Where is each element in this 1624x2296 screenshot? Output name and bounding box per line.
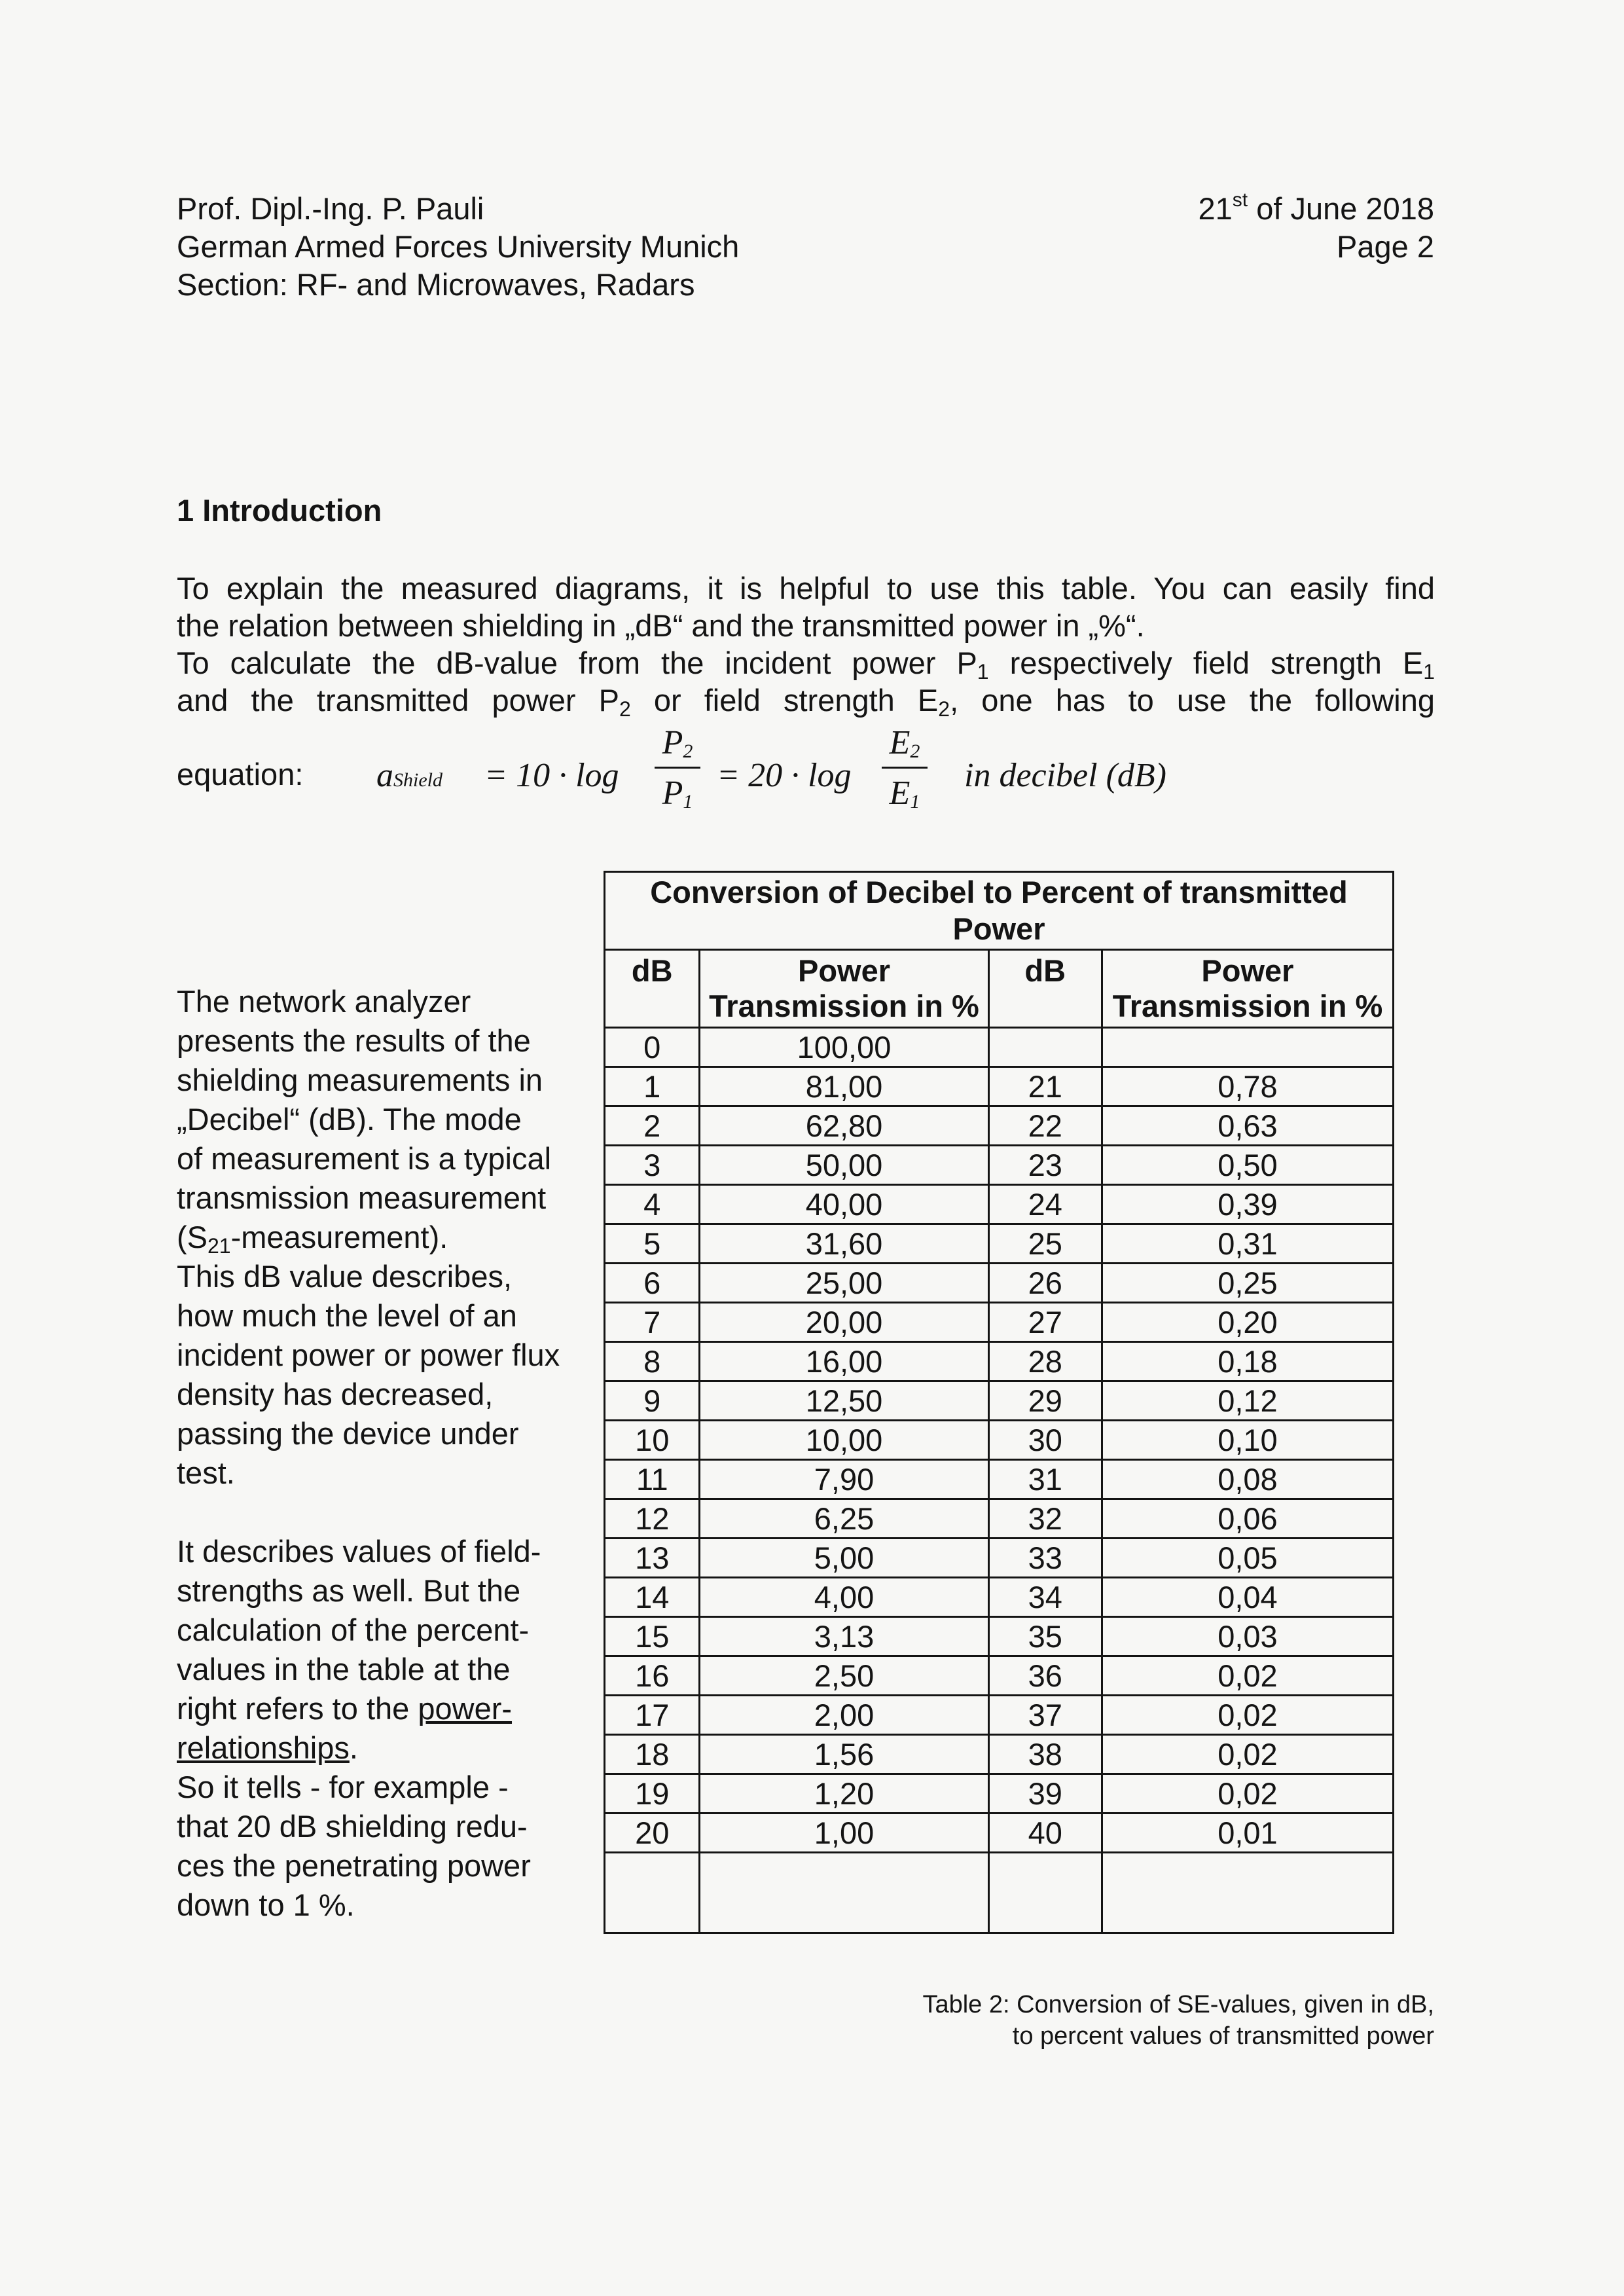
- db-cell: 37: [988, 1696, 1102, 1735]
- db-cell: 14: [605, 1578, 700, 1617]
- table-row: [605, 1106, 1394, 1146]
- column-header-power: Power Transmission in %: [1102, 950, 1393, 1028]
- side-line: density has decreased,: [177, 1377, 494, 1412]
- power-cell: 1,00: [700, 1813, 988, 1853]
- side-line: shielding measurements in: [177, 1063, 543, 1097]
- power-cell: 100,00: [700, 1028, 988, 1067]
- conversion-table: [604, 871, 1394, 1934]
- table-row: [605, 1735, 1394, 1774]
- table-row: [605, 1264, 1394, 1303]
- db-cell: 28: [988, 1342, 1102, 1381]
- db-cell: 10: [605, 1421, 700, 1460]
- db-cell: 4: [605, 1185, 700, 1224]
- db-cell: 40: [988, 1813, 1102, 1853]
- intro-paragraph: [177, 570, 1435, 719]
- side-line: The network analyzer: [177, 984, 471, 1019]
- power-cell: 2,50: [700, 1656, 988, 1696]
- equation-unit: in decibel (dB): [964, 757, 1166, 794]
- power-cell: 3,13: [700, 1617, 988, 1656]
- side-line: passing the device under: [177, 1416, 519, 1451]
- db-cell: 11: [605, 1460, 700, 1499]
- table-title: Conversion of Decibel to Percent of transmitted Power: [605, 872, 1394, 950]
- power-cell: 0,20: [1102, 1303, 1393, 1342]
- table-row: [605, 1303, 1394, 1342]
- side-line: down to 1 %.: [177, 1887, 355, 1922]
- db-cell: 1: [605, 1067, 700, 1106]
- side-line: values in the table at the: [177, 1652, 511, 1686]
- power-cell: 40,00: [700, 1185, 988, 1224]
- power-cell: 0,04: [1102, 1578, 1393, 1617]
- power-cell: 50,00: [700, 1146, 988, 1185]
- table-row-empty: [605, 1853, 1394, 1933]
- section-heading: 1 Introduction: [177, 493, 382, 528]
- equation-part: = 20 · log: [717, 757, 852, 794]
- side-explanation: [177, 982, 596, 1925]
- page-number: Page 2: [1337, 229, 1434, 264]
- power-cell: 6,25: [700, 1499, 988, 1539]
- intro-line: the relation between shielding in „dB“ and the transmitted power in „%“.: [177, 608, 1145, 643]
- db-cell: 30: [988, 1421, 1102, 1460]
- side-line: So it tells - for example -: [177, 1770, 509, 1804]
- db-cell: 20: [605, 1813, 700, 1853]
- power-cell: 0,03: [1102, 1617, 1393, 1656]
- db-cell: 27: [988, 1303, 1102, 1342]
- intro-line: To calculate the dB-value from the incident power $P_1$ respectively field strength $E_1$: [177, 646, 1435, 683]
- power-cell: 0,78: [1102, 1067, 1393, 1106]
- author-name: Prof. Dipl.-Ing. P. Pauli: [177, 191, 484, 226]
- db-cell: 5: [605, 1224, 700, 1264]
- db-cell: 13: [605, 1539, 700, 1578]
- power-cell: 0,25: [1102, 1264, 1393, 1303]
- fraction-bar: [655, 767, 700, 769]
- side-line: $(S_{21}-measurement)$.: [177, 1220, 448, 1258]
- power-cell: 0,02: [1102, 1774, 1393, 1813]
- column-header-power: Power Transmission in %: [700, 950, 988, 1028]
- equation-label: equation:: [177, 757, 304, 792]
- db-cell: 32: [988, 1499, 1102, 1539]
- power-cell: 0,02: [1102, 1735, 1393, 1774]
- power-cell: 1,20: [700, 1774, 988, 1813]
- power-cell: 0,12: [1102, 1381, 1393, 1421]
- db-cell: 36: [988, 1656, 1102, 1696]
- table-row: [605, 1028, 1394, 1067]
- side-line: incident power or power flux: [177, 1338, 560, 1372]
- table-row: [605, 1146, 1394, 1185]
- power-cell: 0,31: [1102, 1224, 1393, 1264]
- power-cell: 0,02: [1102, 1656, 1393, 1696]
- db-cell: 0: [605, 1028, 700, 1067]
- equation-a-shield: aShield: [376, 757, 442, 794]
- db-cell: 39: [988, 1774, 1102, 1813]
- power-cell: 0,08: [1102, 1460, 1393, 1499]
- table-row: [605, 1460, 1394, 1499]
- header-date-block: [1199, 190, 1434, 266]
- fraction-bar: [882, 767, 928, 769]
- power-cell: 20,00: [700, 1303, 988, 1342]
- column-header-db: dB: [988, 950, 1102, 1028]
- db-cell: 12: [605, 1499, 700, 1539]
- side-line: how much the level of an: [177, 1298, 517, 1333]
- table-row: [605, 1421, 1394, 1460]
- db-cell: 26: [988, 1264, 1102, 1303]
- db-cell: 29: [988, 1381, 1102, 1421]
- intro-line: and the transmitted power $P_2$ or field strength $E_2$, one has to use the following: [177, 683, 1435, 721]
- side-line: This dB value describes,: [177, 1259, 513, 1294]
- table-row: [605, 1499, 1394, 1539]
- side-line: „Decibel“ (dB). The mode: [177, 1102, 522, 1137]
- side-line: transmission measurement: [177, 1180, 547, 1215]
- fraction-p2-p1: $P_2$ $P_1$: [655, 723, 700, 813]
- side-line: strengths as well. But the: [177, 1573, 521, 1608]
- power-cell: 0,18: [1102, 1342, 1393, 1381]
- empty-cell: [1102, 1853, 1393, 1933]
- header-author-block: [177, 190, 739, 304]
- side-line: calculation of the percent-: [177, 1613, 530, 1647]
- table-row: [605, 1539, 1394, 1578]
- db-cell: 2: [605, 1106, 700, 1146]
- db-cell: 3: [605, 1146, 700, 1185]
- side-line: It describes values of field-: [177, 1534, 541, 1569]
- column-header-db: dB: [605, 950, 700, 1028]
- db-cell: 33: [988, 1539, 1102, 1578]
- side-line: ces the penetrating power: [177, 1848, 531, 1883]
- power-cell: 0,10: [1102, 1421, 1393, 1460]
- power-cell: 7,90: [700, 1460, 988, 1499]
- db-cell: 9: [605, 1381, 700, 1421]
- table-caption: Table 2: Conversion of SE-values, given in dB, to percent values of transmitted power: [922, 1991, 1434, 2050]
- table-row: [605, 1381, 1394, 1421]
- side-line: relationships.: [177, 1730, 358, 1765]
- document-date: 21st of June 2018: [1198, 189, 1434, 226]
- power-cell: 0,02: [1102, 1696, 1393, 1735]
- table-row: [605, 1185, 1394, 1224]
- power-cell: 1,56: [700, 1735, 988, 1774]
- power-cell: 0,05: [1102, 1539, 1393, 1578]
- power-cell: 0,01: [1102, 1813, 1393, 1853]
- side-line: that 20 dB shielding redu-: [177, 1809, 528, 1844]
- db-cell: 6: [605, 1264, 700, 1303]
- table-row: [605, 1656, 1394, 1696]
- db-cell: 7: [605, 1303, 700, 1342]
- db-cell: 8: [605, 1342, 700, 1381]
- paragraph-gap: [177, 1493, 596, 1532]
- db-cell: 35: [988, 1617, 1102, 1656]
- power-cell: 25,00: [700, 1264, 988, 1303]
- power-cell: 31,60: [700, 1224, 988, 1264]
- db-cell: 31: [988, 1460, 1102, 1499]
- power-cell: 10,00: [700, 1421, 988, 1460]
- power-cell: 62,80: [700, 1106, 988, 1146]
- fraction-e2-e1: $E_2$ $E_1$: [882, 723, 928, 813]
- power-cell: 5,00: [700, 1539, 988, 1578]
- db-cell: 38: [988, 1735, 1102, 1774]
- db-cell: 17: [605, 1696, 700, 1735]
- empty-cell: [988, 1853, 1102, 1933]
- side-line: presents the results of the: [177, 1023, 531, 1058]
- db-cell: 18: [605, 1735, 700, 1774]
- power-cell: 0,50: [1102, 1146, 1393, 1185]
- empty-cell: [700, 1853, 988, 1933]
- db-cell: 23: [988, 1146, 1102, 1185]
- table-body: [605, 1028, 1394, 1933]
- equation-part: = 10 · log: [484, 757, 619, 794]
- power-cell: 4,00: [700, 1578, 988, 1617]
- side-line: of measurement is a typical: [177, 1141, 552, 1176]
- power-cell: 0,63: [1102, 1106, 1393, 1146]
- power-cell: 0,06: [1102, 1499, 1393, 1539]
- db-cell: 15: [605, 1617, 700, 1656]
- side-line: test.: [177, 1455, 235, 1490]
- table-row: [605, 1813, 1394, 1853]
- table-row: [605, 1617, 1394, 1656]
- institution-name: German Armed Forces University Munich: [177, 229, 740, 264]
- section-name: Section: RF- and Microwaves, Radars: [177, 267, 695, 302]
- db-cell: 16: [605, 1656, 700, 1696]
- power-cell: 2,00: [700, 1696, 988, 1735]
- table-row: [605, 1578, 1394, 1617]
- db-cell: 19: [605, 1774, 700, 1813]
- table-row: [605, 1342, 1394, 1381]
- side-line: right refers to the power-: [177, 1691, 513, 1726]
- power-cell: 12,50: [700, 1381, 988, 1421]
- power-cell: 16,00: [700, 1342, 988, 1381]
- empty-cell: [605, 1853, 700, 1933]
- db-cell: 21: [988, 1067, 1102, 1106]
- power-cell: 81,00: [700, 1067, 988, 1106]
- power-cell: [1102, 1028, 1393, 1067]
- table-row: [605, 1696, 1394, 1735]
- table-row: [605, 1774, 1394, 1813]
- db-cell: 34: [988, 1578, 1102, 1617]
- table-row: [605, 1067, 1394, 1106]
- db-cell: [988, 1028, 1102, 1067]
- power-cell: 0,39: [1102, 1185, 1393, 1224]
- db-cell: 25: [988, 1224, 1102, 1264]
- intro-line: To explain the measured diagrams, it is helpful to use this table. You can easily find: [177, 571, 1435, 606]
- table-row: [605, 1224, 1394, 1264]
- db-cell: 22: [988, 1106, 1102, 1146]
- db-cell: 24: [988, 1185, 1102, 1224]
